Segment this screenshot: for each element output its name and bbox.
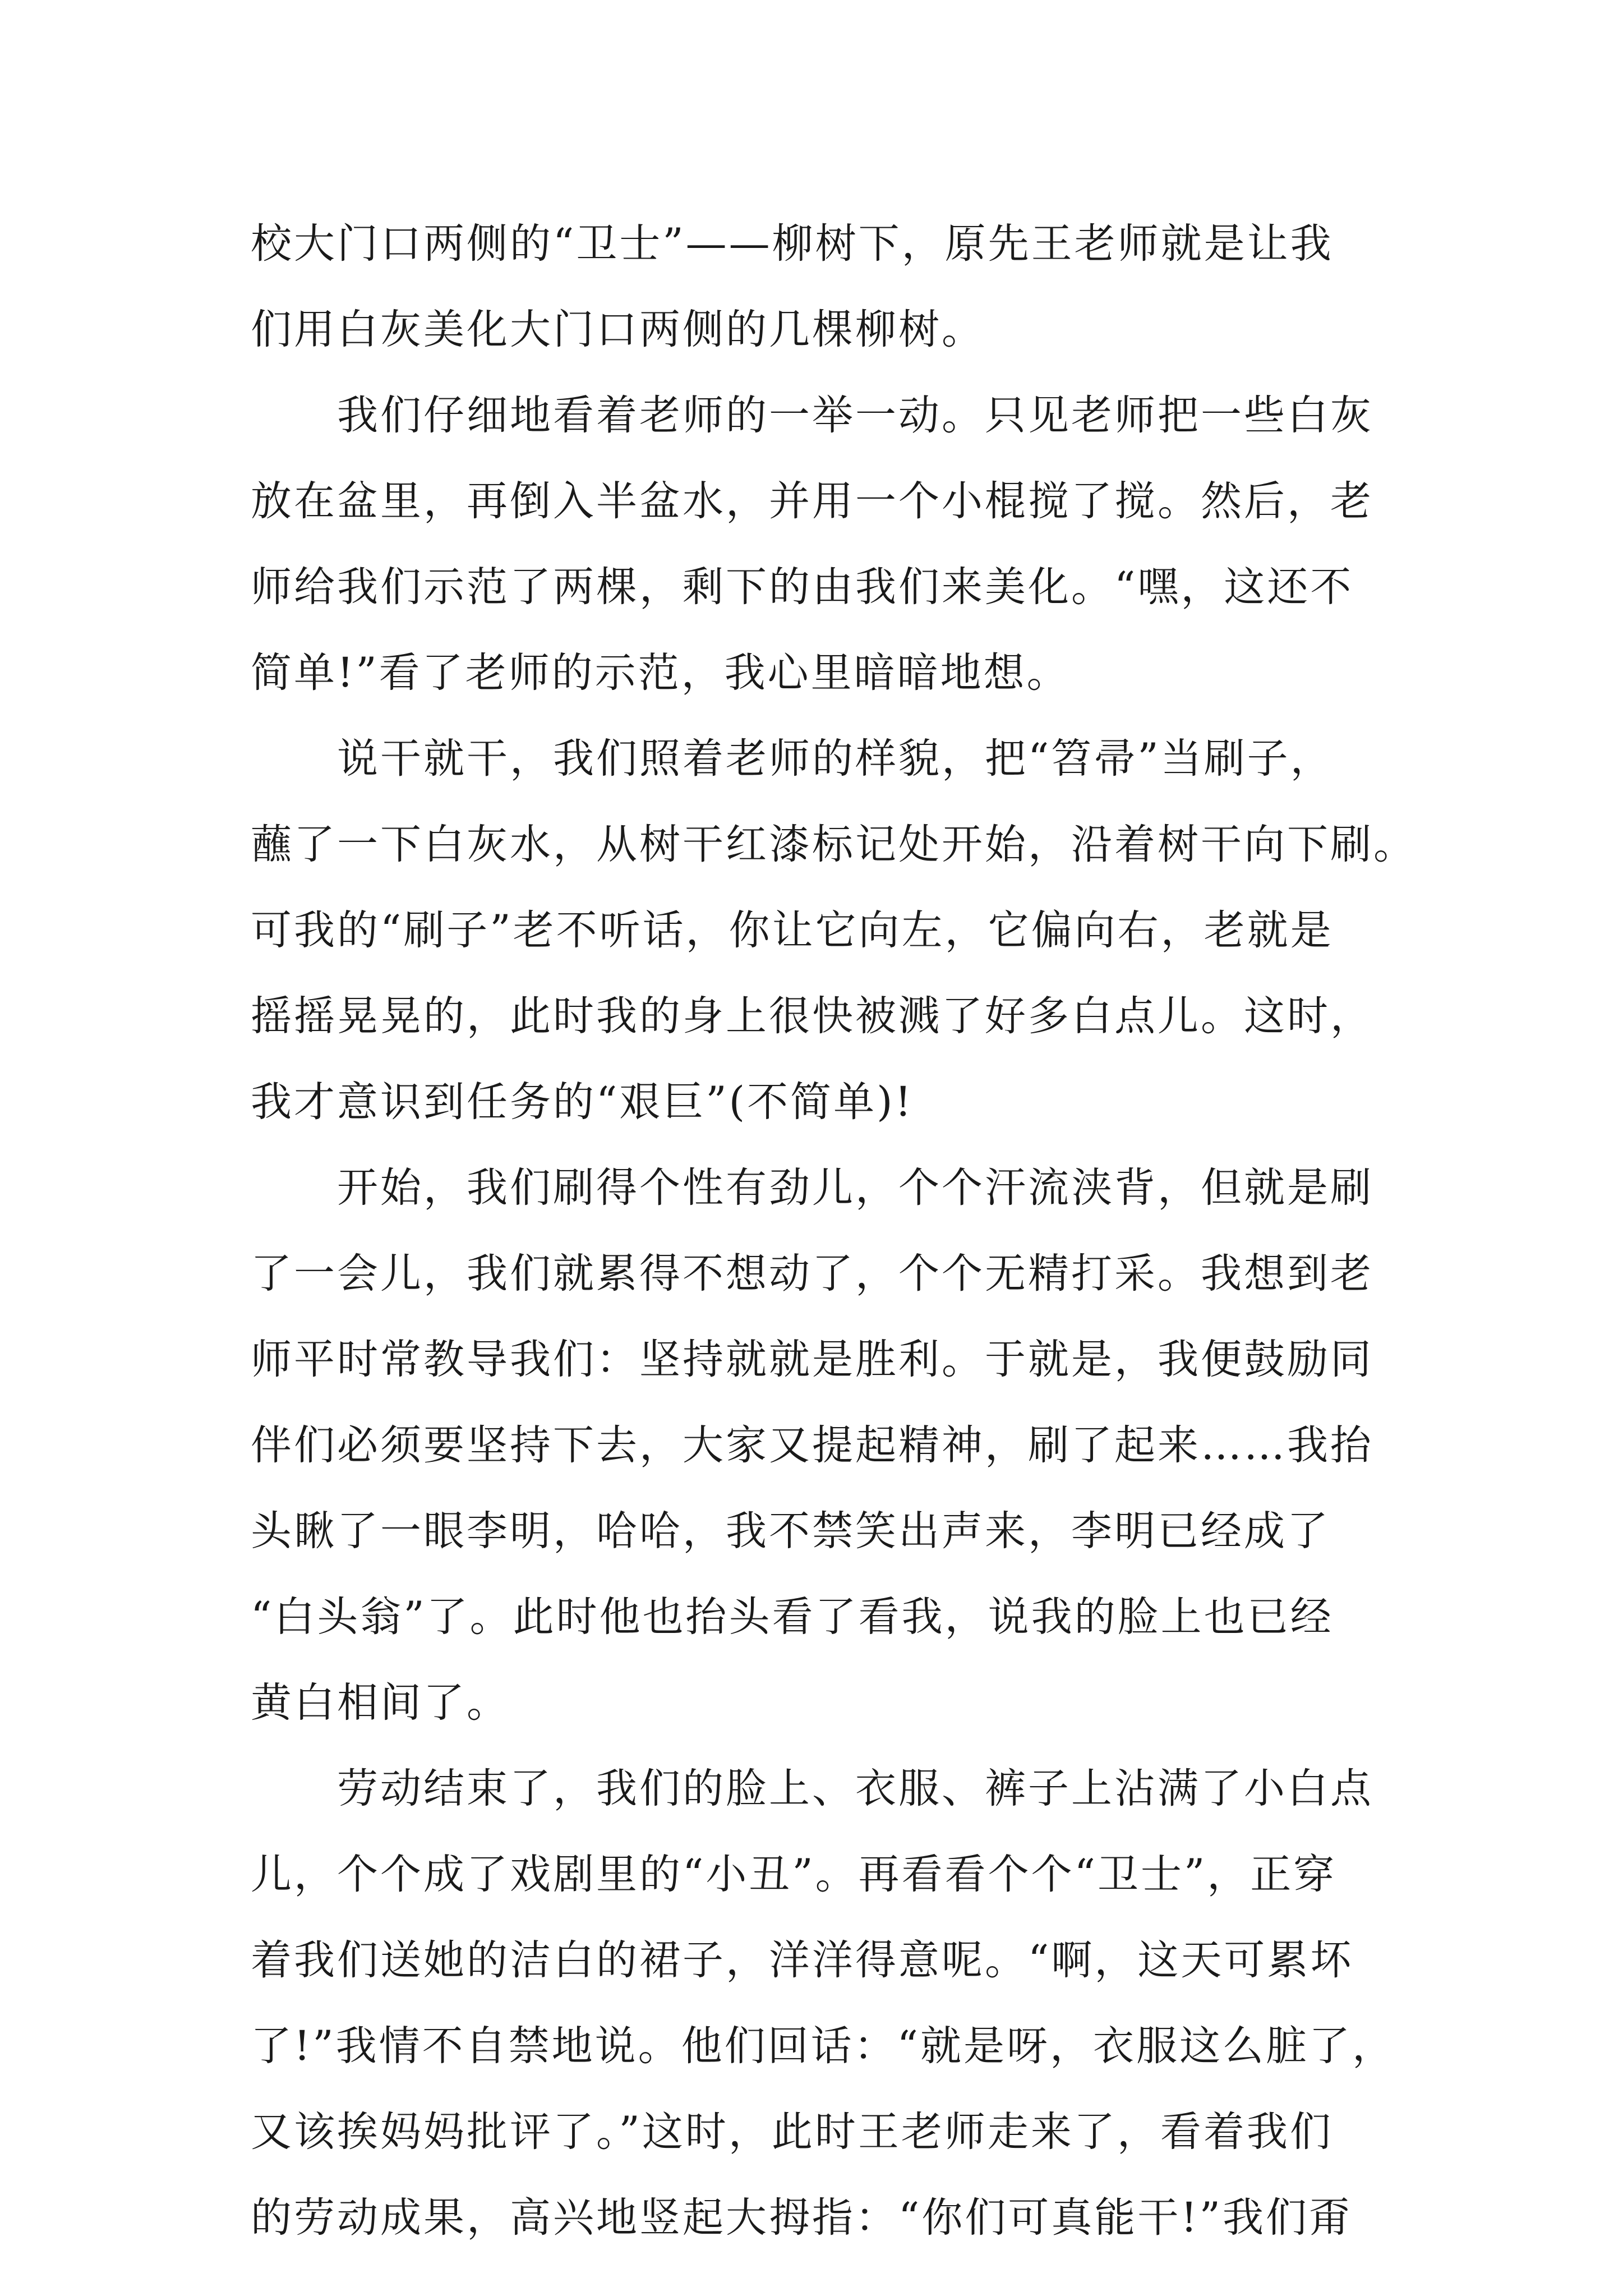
text-line: 了一会儿，我们就累得不想动了，个个无精打采。我想到老 [251, 1250, 1373, 1297]
text-line: 儿，个个成了戏剧里的“小丑”。再看看个个“卫士”，正穿 [251, 1851, 1337, 1898]
text-line: 可我的“刷子”老不听话，你让它向左，它偏向右，老就是 [251, 907, 1334, 954]
text-line: 放在盆里，再倒入半盆水，并用一个小棍搅了搅。然后，老 [251, 477, 1373, 525]
text-line: 头瞅了一眼李明，哈哈，我不禁笑出声来，李明已经成了 [251, 1507, 1330, 1555]
body-text [251, 201, 1417, 2261]
text-line: 的劳动成果，高兴地竖起大拇指：“你们可真能干!”我们甭 [251, 2194, 1352, 2242]
text-line: 伴们必须要坚持下去，大家又提起精神，刷了起来……我抬 [251, 1421, 1373, 1469]
text-line: 黄白相间了。 [251, 1679, 510, 1727]
paragraph-first-line: 劳动结束了，我们的脸上、衣服、裤子上沾满了小白点 [337, 1765, 1373, 1812]
paragraph-first-line: 开始，我们刷得个性有劲儿，个个汗流浃背，但就是刷 [337, 1164, 1373, 1212]
text-line: 摇摇晃晃的，此时我的身上很快被溅了好多白点儿。这时， [251, 992, 1373, 1040]
text-line: 简单!”看了老师的示范，我心里暗暗地想。 [251, 649, 1070, 697]
text-line: 着我们送她的洁白的裙子，洋洋得意呢。“啊，这天可累坏 [251, 1936, 1354, 1984]
text-line: 们用白灰美化大门口两侧的几棵柳树。 [251, 306, 985, 353]
text-line: 师给我们示范了两棵，剩下的由我们来美化。“嘿，这还不 [251, 563, 1354, 611]
text-line: 师平时常教导我们：坚持就就是胜利。于就是，我便鼓励同 [251, 1336, 1373, 1383]
text-line: 了!”我情不自禁地说。他们回话：“就是呀，衣服这么脏了， [251, 2022, 1395, 2070]
paragraph-first-line: 说干就干，我们照着老师的样貌，把“笤帚”当刷子， [337, 735, 1334, 783]
text-line: “白头翁”了。此时他也抬头看了看我，说我的脸上也已经 [251, 1593, 1334, 1641]
text-line: 又该挨妈妈批评了。”这时，此时王老师走来了，看着我们 [251, 2108, 1333, 2156]
text-line: 校大门口两侧的“卫士”——柳树下，原先王老师就是让我 [251, 220, 1334, 268]
text-line: 蘸了一下白灰水，从树干红漆标记处开始，沿着树干向下刷。 [251, 821, 1417, 868]
text-line: 我才意识到任务的“艰巨”(不简单)! [251, 1078, 914, 1126]
paragraph-first-line: 我们仔细地看着老师的一举一动。只见老师把一些白灰 [337, 392, 1373, 439]
